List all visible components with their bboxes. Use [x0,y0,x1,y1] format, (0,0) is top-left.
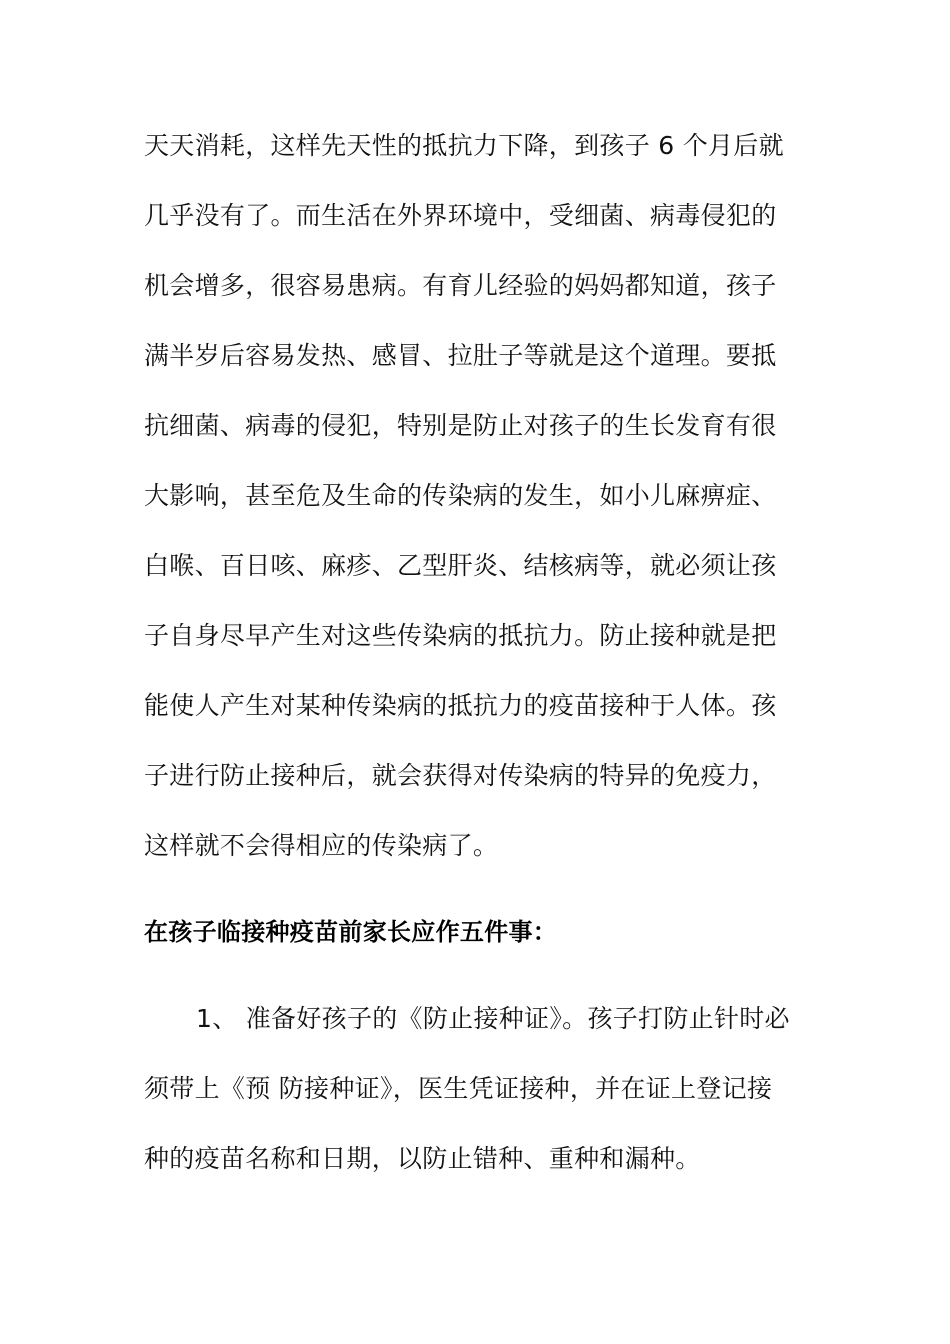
paragraph-line: 大影响，甚至危及生命的传染病的发生，如小儿麻痹症、 [144,481,777,510]
list-item-line: 须带上《预 防接种证》，医生凭证接种，并在证上登记接 [144,1074,773,1103]
section-heading: 在孩子临接种疫苗前家长应作五件事： [144,918,558,946]
paragraph-line: 能使人产生对某种传染病的抵抗力的疫苗接种于人体。孩 [144,691,777,720]
paragraph-line: 天天消耗，这样先天性的抵抗力下降，到孩子 6 个月后就 [144,131,784,160]
paragraph-line: 抗细菌、病毒的侵犯，特别是防止对孩子的生长发育有很 [144,411,777,440]
paragraph-line: 这样就不会得相应的传染病了。 [144,831,499,860]
paragraph-line: 满半岁后容易发热、感冒、拉肚子等就是这个道理。要抵 [144,341,777,370]
paragraph-line: 几乎没有了。而生活在外界环境中，受细菌、病毒侵犯的 [144,201,777,230]
list-item-line: 种的疫苗名称和日期，以防止错种、重种和漏种。 [144,1144,701,1173]
paragraph-line: 子自身尽早产生对这些传染病的抵抗力。防止接种就是把 [144,621,777,650]
paragraph-line: 子进行防止接种后，就会获得对传染病的特异的免疫力， [144,761,777,790]
paragraph-line: 白喉、百日咳、麻疹、乙型肝炎、结核病等，就必须让孩 [144,551,777,580]
list-item-line: 1、 准备好孩子的《防止接种证》。孩子打防止针时必 [196,1004,790,1033]
paragraph-line: 机会增多，很容易患病。有育儿经验的妈妈都知道，孩子 [144,271,777,300]
